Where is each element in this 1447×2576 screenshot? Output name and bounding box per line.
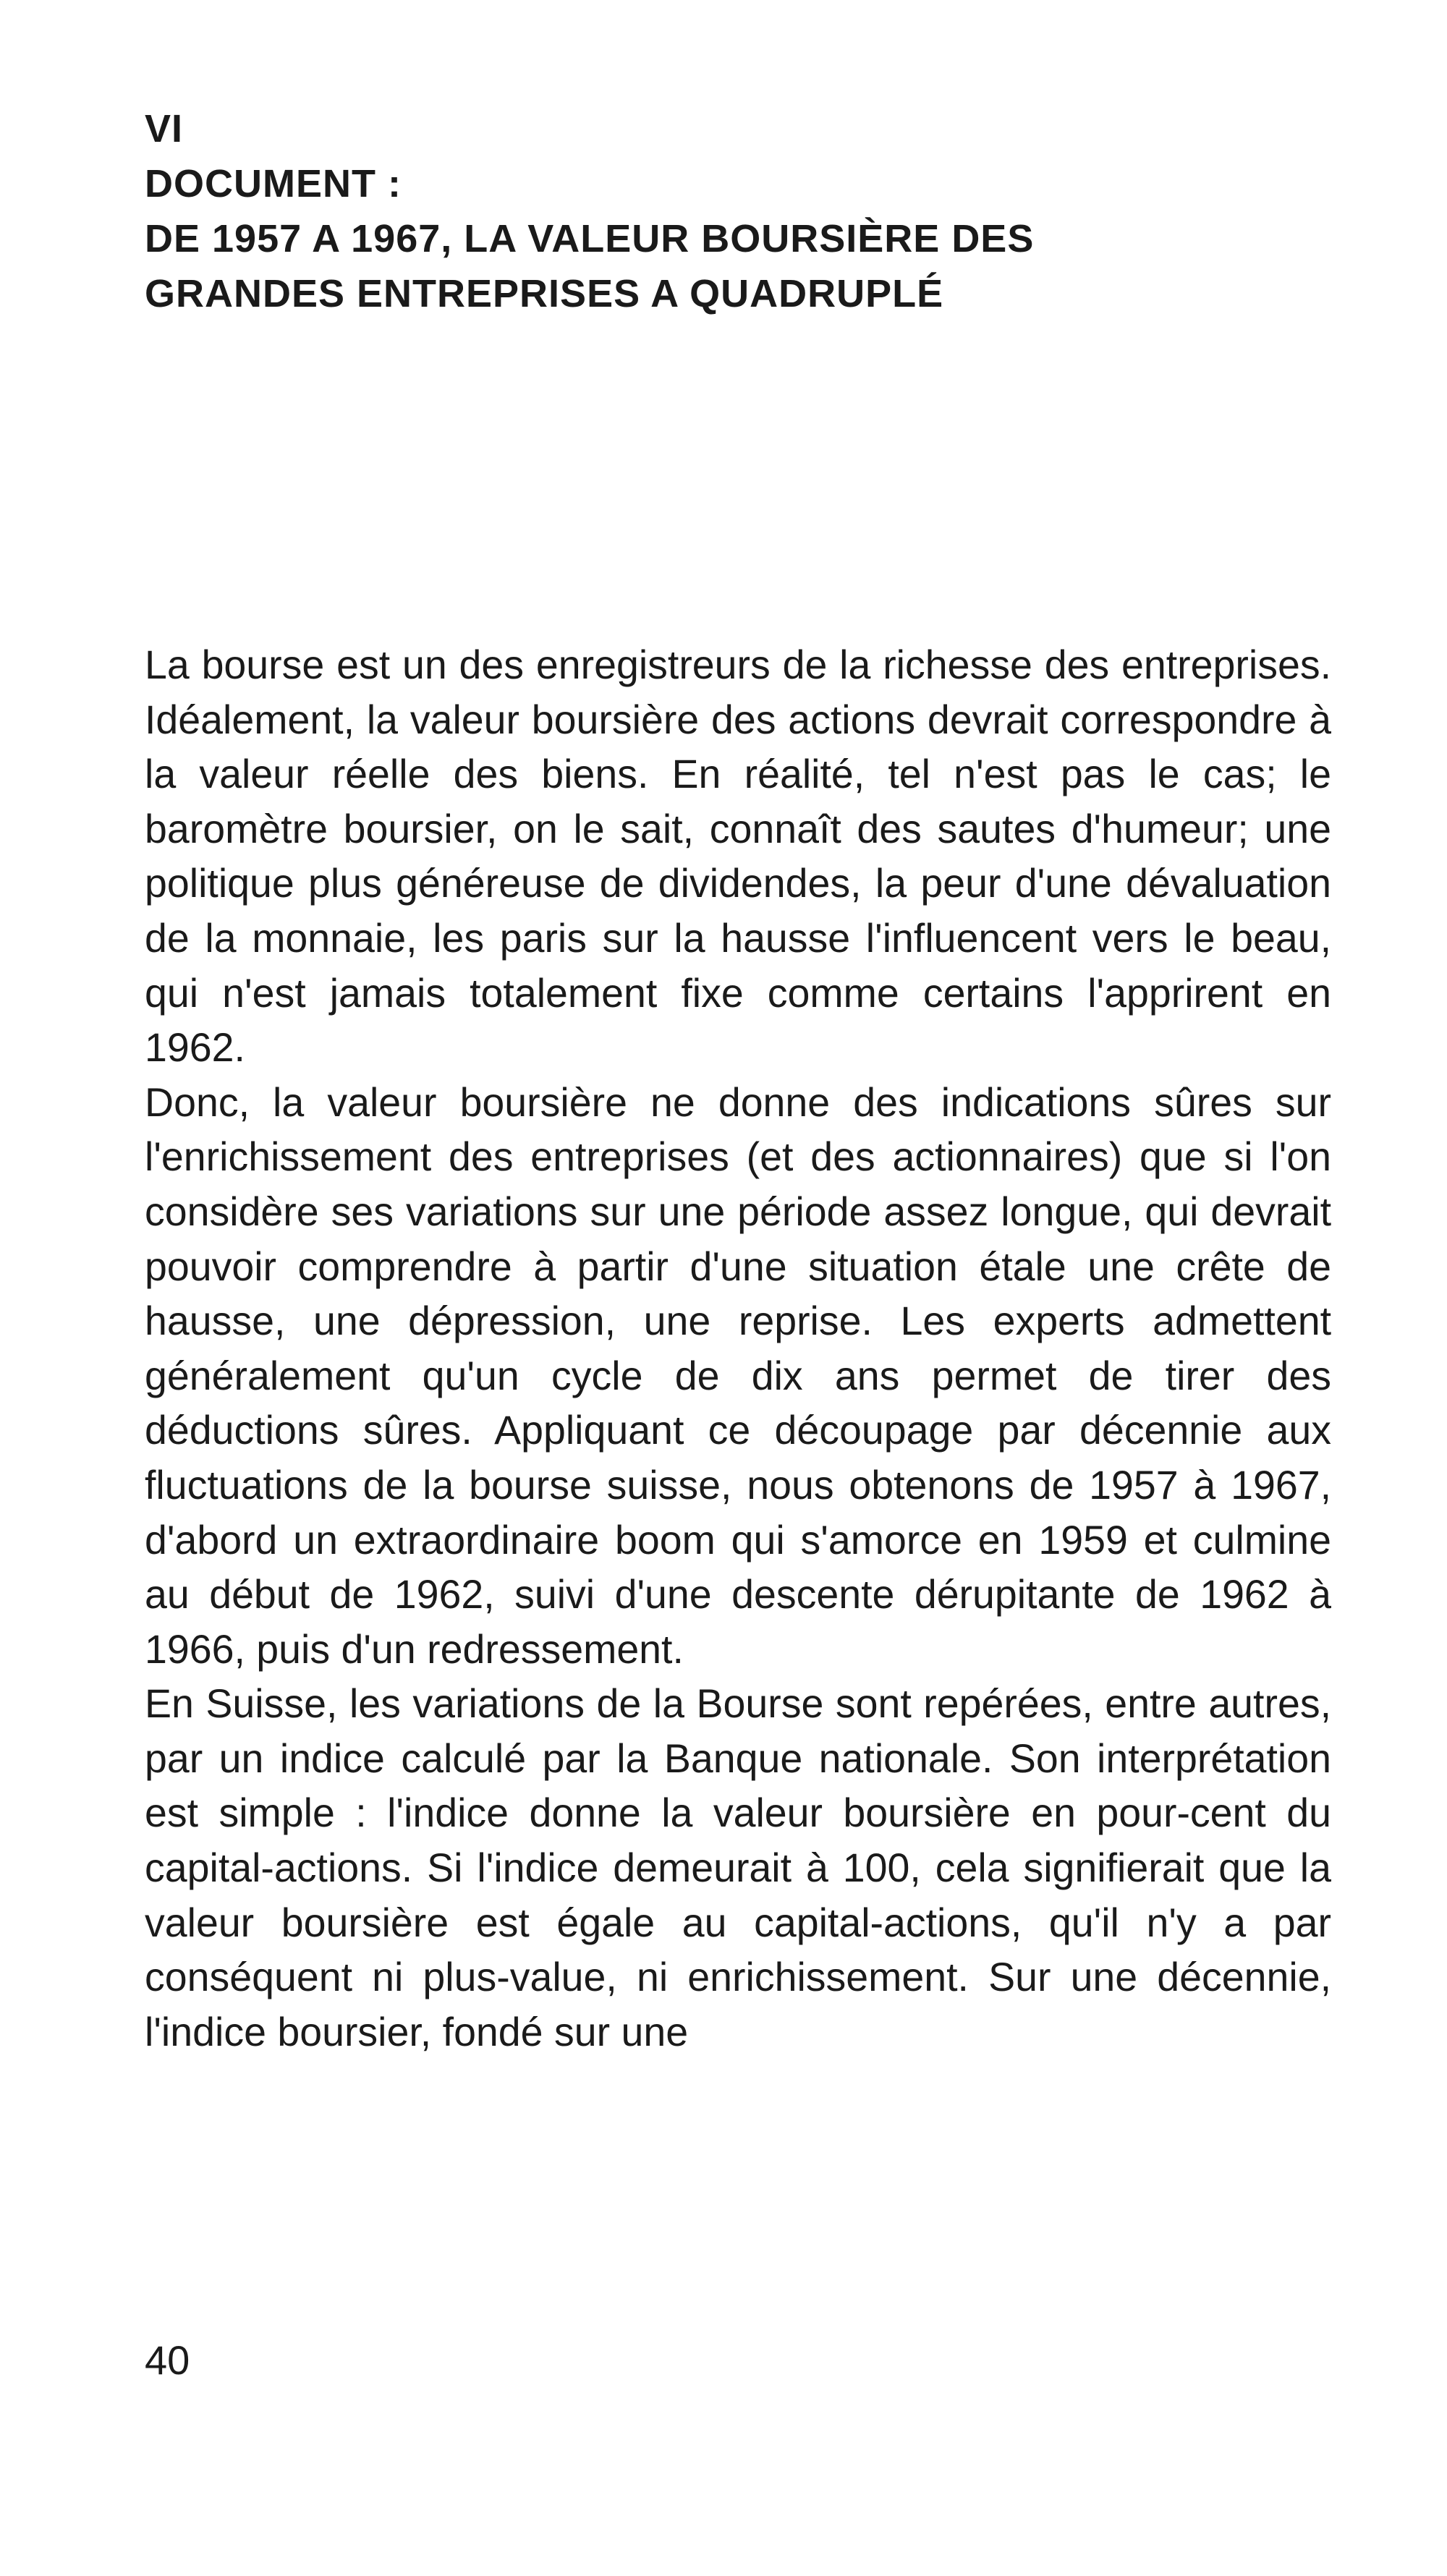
document-label: DOCUMENT : (145, 162, 402, 205)
paragraph-3: En Suisse, les variations de la Bourse sont repérées, entre autres, par un indice calculé par la Banque nationale. Son interprétation est simple : l'indice donne la valeur boursière en pour-cent du capital-actions. Si l'indice demeurait à 100, cela signifierait que la valeur boursière est égale au capital-actions, qu'il n'y a par conséquent ni plus-value, ni enrichissement. Sur une décennie, l'indice boursier, fondé sur une (145, 1681, 1331, 2054)
page-number: 40 (145, 2337, 190, 2383)
chapter-title-line-2: GRANDES ENTREPRISES A QUADRUPLÉ (145, 272, 944, 315)
body-text (145, 638, 1331, 2059)
paragraph-1: La bourse est un des enregistreurs de la richesse des entreprises. Idéalement, la valeur boursière des actions devrait correspondre à la valeur réelle des biens. En réalité, tel n'est pas le cas; le baromètre boursier, on le sait, connaît des sautes d'humeur; une politique plus généreuse de dividendes, la peur d'une dévaluation de la monnaie, les paris sur la hausse l'influencent vers le beau, qui n'est jamais totalement fixe comme certains l'apprirent en 1962. (145, 642, 1331, 1071)
chapter-number: VI (145, 107, 184, 150)
chapter-title-line-1: DE 1957 A 1967, LA VALEUR BOURSIÈRE DES (145, 217, 1035, 260)
paragraph-2: Donc, la valeur boursière ne donne des indications sûres sur l'enrichissement des entreprises (et des actionnaires) que si l'on considère ses variations sur une période assez longue, qui devrait pouvoir comprendre à partir d'une situation étale une crête de hausse, une dépression, une reprise. Les experts admettent généralement qu'un cycle de dix ans permet de tirer des déductions sûres. Appliquant ce découpage par décennie aux fluctuations de la bourse suisse, nous obtenons de 1957 à 1967, d'abord un extraordinaire boom qui s'amorce en 1959 et culmine au début de 1962, suivi d'une descente dérupitante de 1962 à 1966, puis d'un redressement. (145, 1079, 1331, 1672)
chapter-heading (145, 101, 1331, 321)
chapter-heading-block (145, 101, 1331, 321)
